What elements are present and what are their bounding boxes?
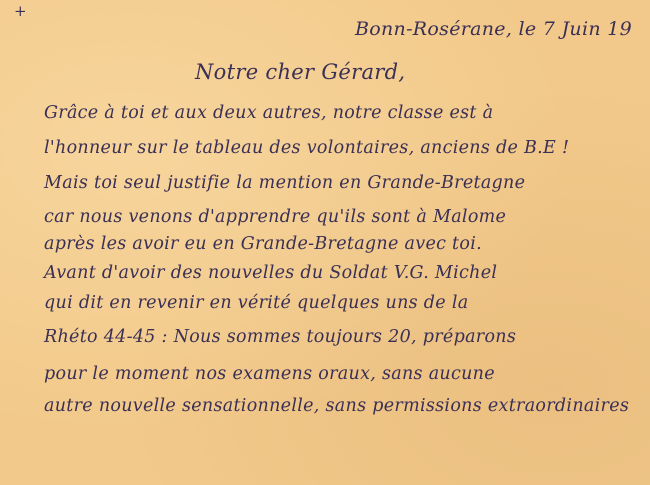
letter-line: Grâce à toi et aux deux autres, notre classe est à	[44, 103, 494, 123]
letter-line: pour le moment nos examens oraux, sans aucune	[44, 364, 495, 384]
letter-line: Avant d'avoir des nouvelles du Soldat V.G. Michel	[44, 263, 498, 283]
letter-line: qui dit en revenir en vérité quelques uns de la	[44, 293, 469, 313]
letter-salutation: Notre cher Gérard,	[195, 60, 406, 84]
letter-line: après les avoir eu en Grande-Bretagne avec toi.	[44, 234, 482, 254]
letter-line: autre nouvelle sensationnelle, sans permissions extraordinaires	[44, 396, 630, 416]
letter-line: car nous venons d'apprendre qu'ils sont à Malome	[44, 207, 507, 227]
letter-line: Rhéto 44-45 : Nous sommes toujours 20, préparons	[44, 327, 517, 347]
letter-dateline: Bonn-Rosérane, le 7 Juin 19	[355, 18, 632, 40]
letter-line: Mais toi seul justifie la mention en Grande-Bretagne	[44, 173, 526, 193]
corner-cross-mark: +	[14, 2, 27, 20]
letter-line: l'honneur sur le tableau des volontaires, anciens de B.E !	[44, 138, 570, 158]
